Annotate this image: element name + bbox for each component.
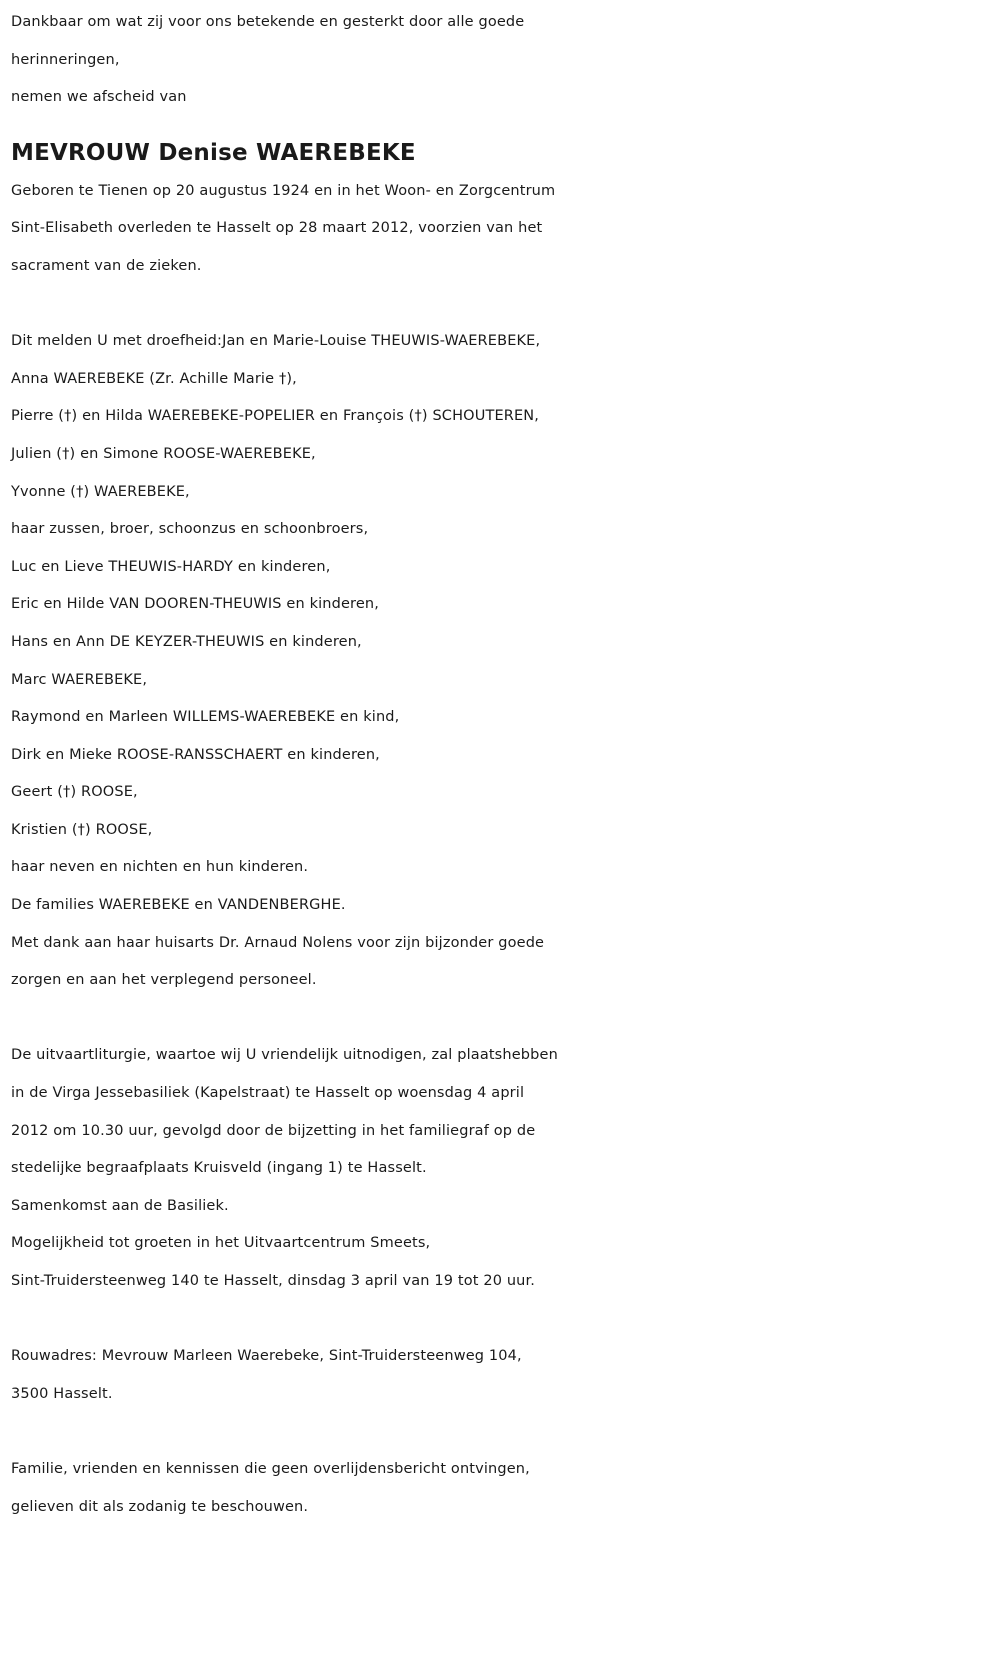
birth-death-line: Geboren te Tienen op 20 augustus 1924 en in het Woon- en Zorgcentrum — [11, 182, 556, 199]
closing-line: Familie, vrienden en kennissen die geen overlijdensbericht ontvingen, — [11, 1460, 530, 1477]
birth-death-line: sacrament van de zieken. — [11, 257, 202, 274]
family-line: haar neven en nichten en hun kinderen. — [11, 859, 309, 876]
family-line: zorgen en aan het verplegend personeel. — [11, 972, 317, 989]
funeral-section — [11, 1037, 991, 1300]
address-line: Rouwadres: Mevrouw Marleen Waerebeke, Sint-Truidersteenweg 104, — [11, 1348, 522, 1365]
funeral-line: Sint-Truidersteenweg 140 te Hasselt, dinsdag 3 april van 19 tot 20 uur. — [11, 1273, 536, 1289]
family-section — [11, 323, 991, 1000]
family-line: Yvonne (†) WAEREBEKE, — [11, 483, 190, 500]
family-line: Luc en Lieve THEUWIS-HARDY en kinderen, — [11, 558, 331, 575]
paragraph-spacer — [11, 1000, 991, 1038]
closing-line: gelieven dit als zodanig te beschouwen. — [11, 1498, 309, 1515]
family-line: Marc WAEREBEKE, — [11, 671, 148, 688]
deceased-name-heading: MEVROUW Denise WAEREBEKE — [11, 139, 416, 166]
intro-section — [11, 4, 991, 117]
family-line: Kristien (†) ROOSE, — [11, 821, 153, 838]
paragraph-spacer — [11, 286, 991, 324]
birth-death-section — [11, 173, 991, 286]
address-section — [11, 1338, 991, 1413]
paragraph-spacer — [11, 1301, 991, 1339]
family-line: haar zussen, broer, schoonzus en schoonbroers, — [11, 521, 369, 538]
family-line: Julien (†) en Simone ROOSE-WAEREBEKE, — [11, 445, 316, 462]
funeral-line: Samenkomst aan de Basiliek. — [11, 1197, 229, 1214]
intro-line: nemen we afscheid van — [11, 89, 187, 106]
funeral-line: 2012 om 10.30 uur, gevolgd door de bijzetting in het familiegraf op de — [11, 1122, 536, 1139]
family-line: Met dank aan haar huisarts Dr. Arnaud Nolens voor zijn bijzonder goede — [11, 934, 545, 951]
funeral-line: stedelijke begraafplaats Kruisveld (ingang 1) te Hasselt. — [11, 1160, 427, 1177]
family-line: Anna WAEREBEKE (Zr. Achille Marie †), — [11, 370, 297, 387]
obituary-notice — [11, 4, 991, 1526]
intro-line: Dankbaar om wat zij voor ons betekende en gesterkt door alle goede — [11, 14, 525, 30]
family-line: Geert (†) ROOSE, — [11, 784, 138, 801]
birth-death-line: Sint-Elisabeth overleden te Hasselt op 28 maart 2012, voorzien van het — [11, 220, 543, 237]
family-line: Hans en Ann DE KEYZER-THEUWIS en kinderen, — [11, 633, 362, 650]
family-line: Dit melden U met droefheid:Jan en Marie-Louise THEUWIS-WAEREBEKE, — [11, 333, 541, 350]
funeral-line: in de Virga Jessebasiliek (Kapelstraat) te Hasselt op woensdag 4 april — [11, 1085, 525, 1102]
funeral-line: Mogelijkheid tot groeten in het Uitvaartcentrum Smeets, — [11, 1235, 431, 1252]
family-line: Dirk en Mieke ROOSE-RANSSCHAERT en kinderen, — [11, 746, 380, 763]
address-line: 3500 Hasselt. — [11, 1385, 113, 1402]
family-line: Pierre (†) en Hilda WAEREBEKE-POPELIER en François (†) SCHOUTEREN, — [11, 408, 540, 425]
closing-section — [11, 1451, 991, 1526]
funeral-line: De uitvaartliturgie, waartoe wij U vriendelijk uitnodigen, zal plaatshebben — [11, 1047, 558, 1064]
intro-line: herinneringen, — [11, 51, 120, 68]
family-line: De families WAEREBEKE en VANDENBERGHE. — [11, 897, 346, 914]
family-line: Eric en Hilde VAN DOOREN-THEUWIS en kinderen, — [11, 596, 380, 613]
family-line: Raymond en Marleen WILLEMS-WAEREBEKE en kind, — [11, 709, 400, 726]
paragraph-spacer — [11, 1413, 991, 1451]
